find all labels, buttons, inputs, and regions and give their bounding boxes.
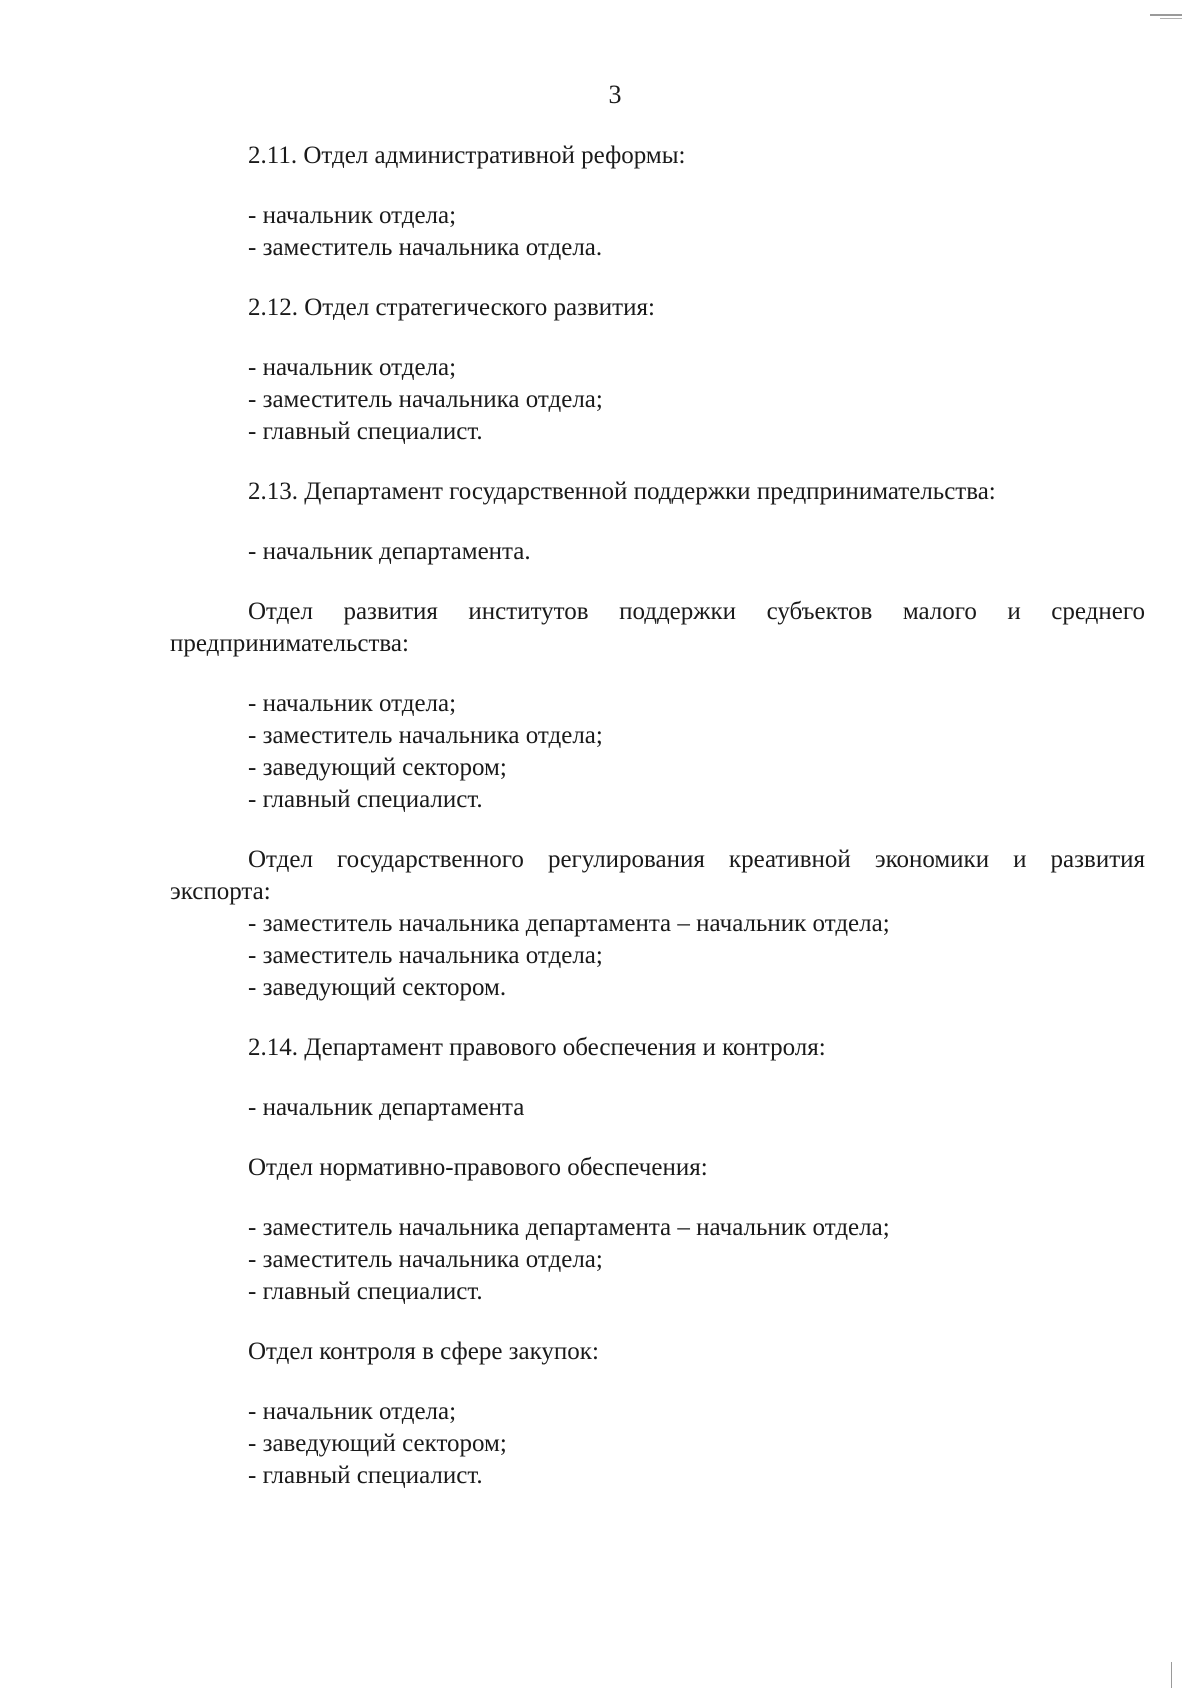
list-item: - заведующий сектором. (248, 974, 507, 1001)
document-body (170, 140, 1145, 1492)
position-list (170, 1396, 1145, 1492)
page-number: 3 (608, 80, 622, 109)
position-list (170, 688, 1145, 816)
list-item: - заместитель начальника отдела; (248, 1246, 603, 1273)
position-list (170, 1092, 1145, 1124)
scan-mark (1160, 18, 1182, 19)
section-heading-2-14: 2.14. Департамент правового обеспечения и контроля: (248, 1034, 826, 1061)
position-list (170, 1212, 1145, 1308)
list-item: - заместитель начальника департамента – начальник отдела; (248, 910, 890, 937)
position-list (170, 908, 1145, 1004)
list-item: - заместитель начальника отдела; (248, 386, 603, 413)
list-item: - начальник департамента. (248, 538, 531, 565)
subsection-heading: Отдел контроля в сфере закупок: (248, 1338, 599, 1365)
position-list (170, 352, 1145, 448)
section-heading-2-13: 2.13. Департамент государственной поддержки предпринимательства: (248, 478, 996, 505)
scan-mark (1150, 14, 1182, 16)
subsection-heading: Отдел нормативно-правового обеспечения: (248, 1154, 708, 1181)
list-item: - главный специалист. (248, 1462, 483, 1489)
list-item: - заместитель начальника департамента – начальник отдела; (248, 1214, 890, 1241)
section-heading-2-12: 2.12. Отдел стратегического развития: (248, 294, 655, 321)
position-list (170, 200, 1145, 264)
list-item: - заместитель начальника отдела; (248, 722, 603, 749)
list-item: - заместитель начальника отдела; (248, 942, 603, 969)
list-item: - заместитель начальника отдела. (248, 234, 603, 261)
list-item: - начальник отдела; (248, 202, 457, 229)
subsection-heading: Отдел государственного регулирования креативной экономики и развития экспорта: (170, 846, 1145, 905)
list-item: - главный специалист. (248, 786, 483, 813)
list-item: - главный специалист. (248, 418, 483, 445)
list-item: - заведующий сектором; (248, 1430, 507, 1457)
list-item: - начальник отдела; (248, 354, 457, 381)
list-item: - заведующий сектором; (248, 754, 507, 781)
scan-mark (1171, 1662, 1172, 1688)
list-item: - начальник отдела; (248, 1398, 457, 1425)
list-item: - начальник департамента (248, 1094, 525, 1121)
position-list (170, 536, 1145, 568)
list-item: - главный специалист. (248, 1278, 483, 1305)
section-heading-2-11: 2.11. Отдел административной реформы: (248, 142, 686, 169)
list-item: - начальник отдела; (248, 690, 457, 717)
subsection-heading: Отдел развития институтов поддержки субъектов малого и среднего предпринимательства: (170, 598, 1145, 657)
